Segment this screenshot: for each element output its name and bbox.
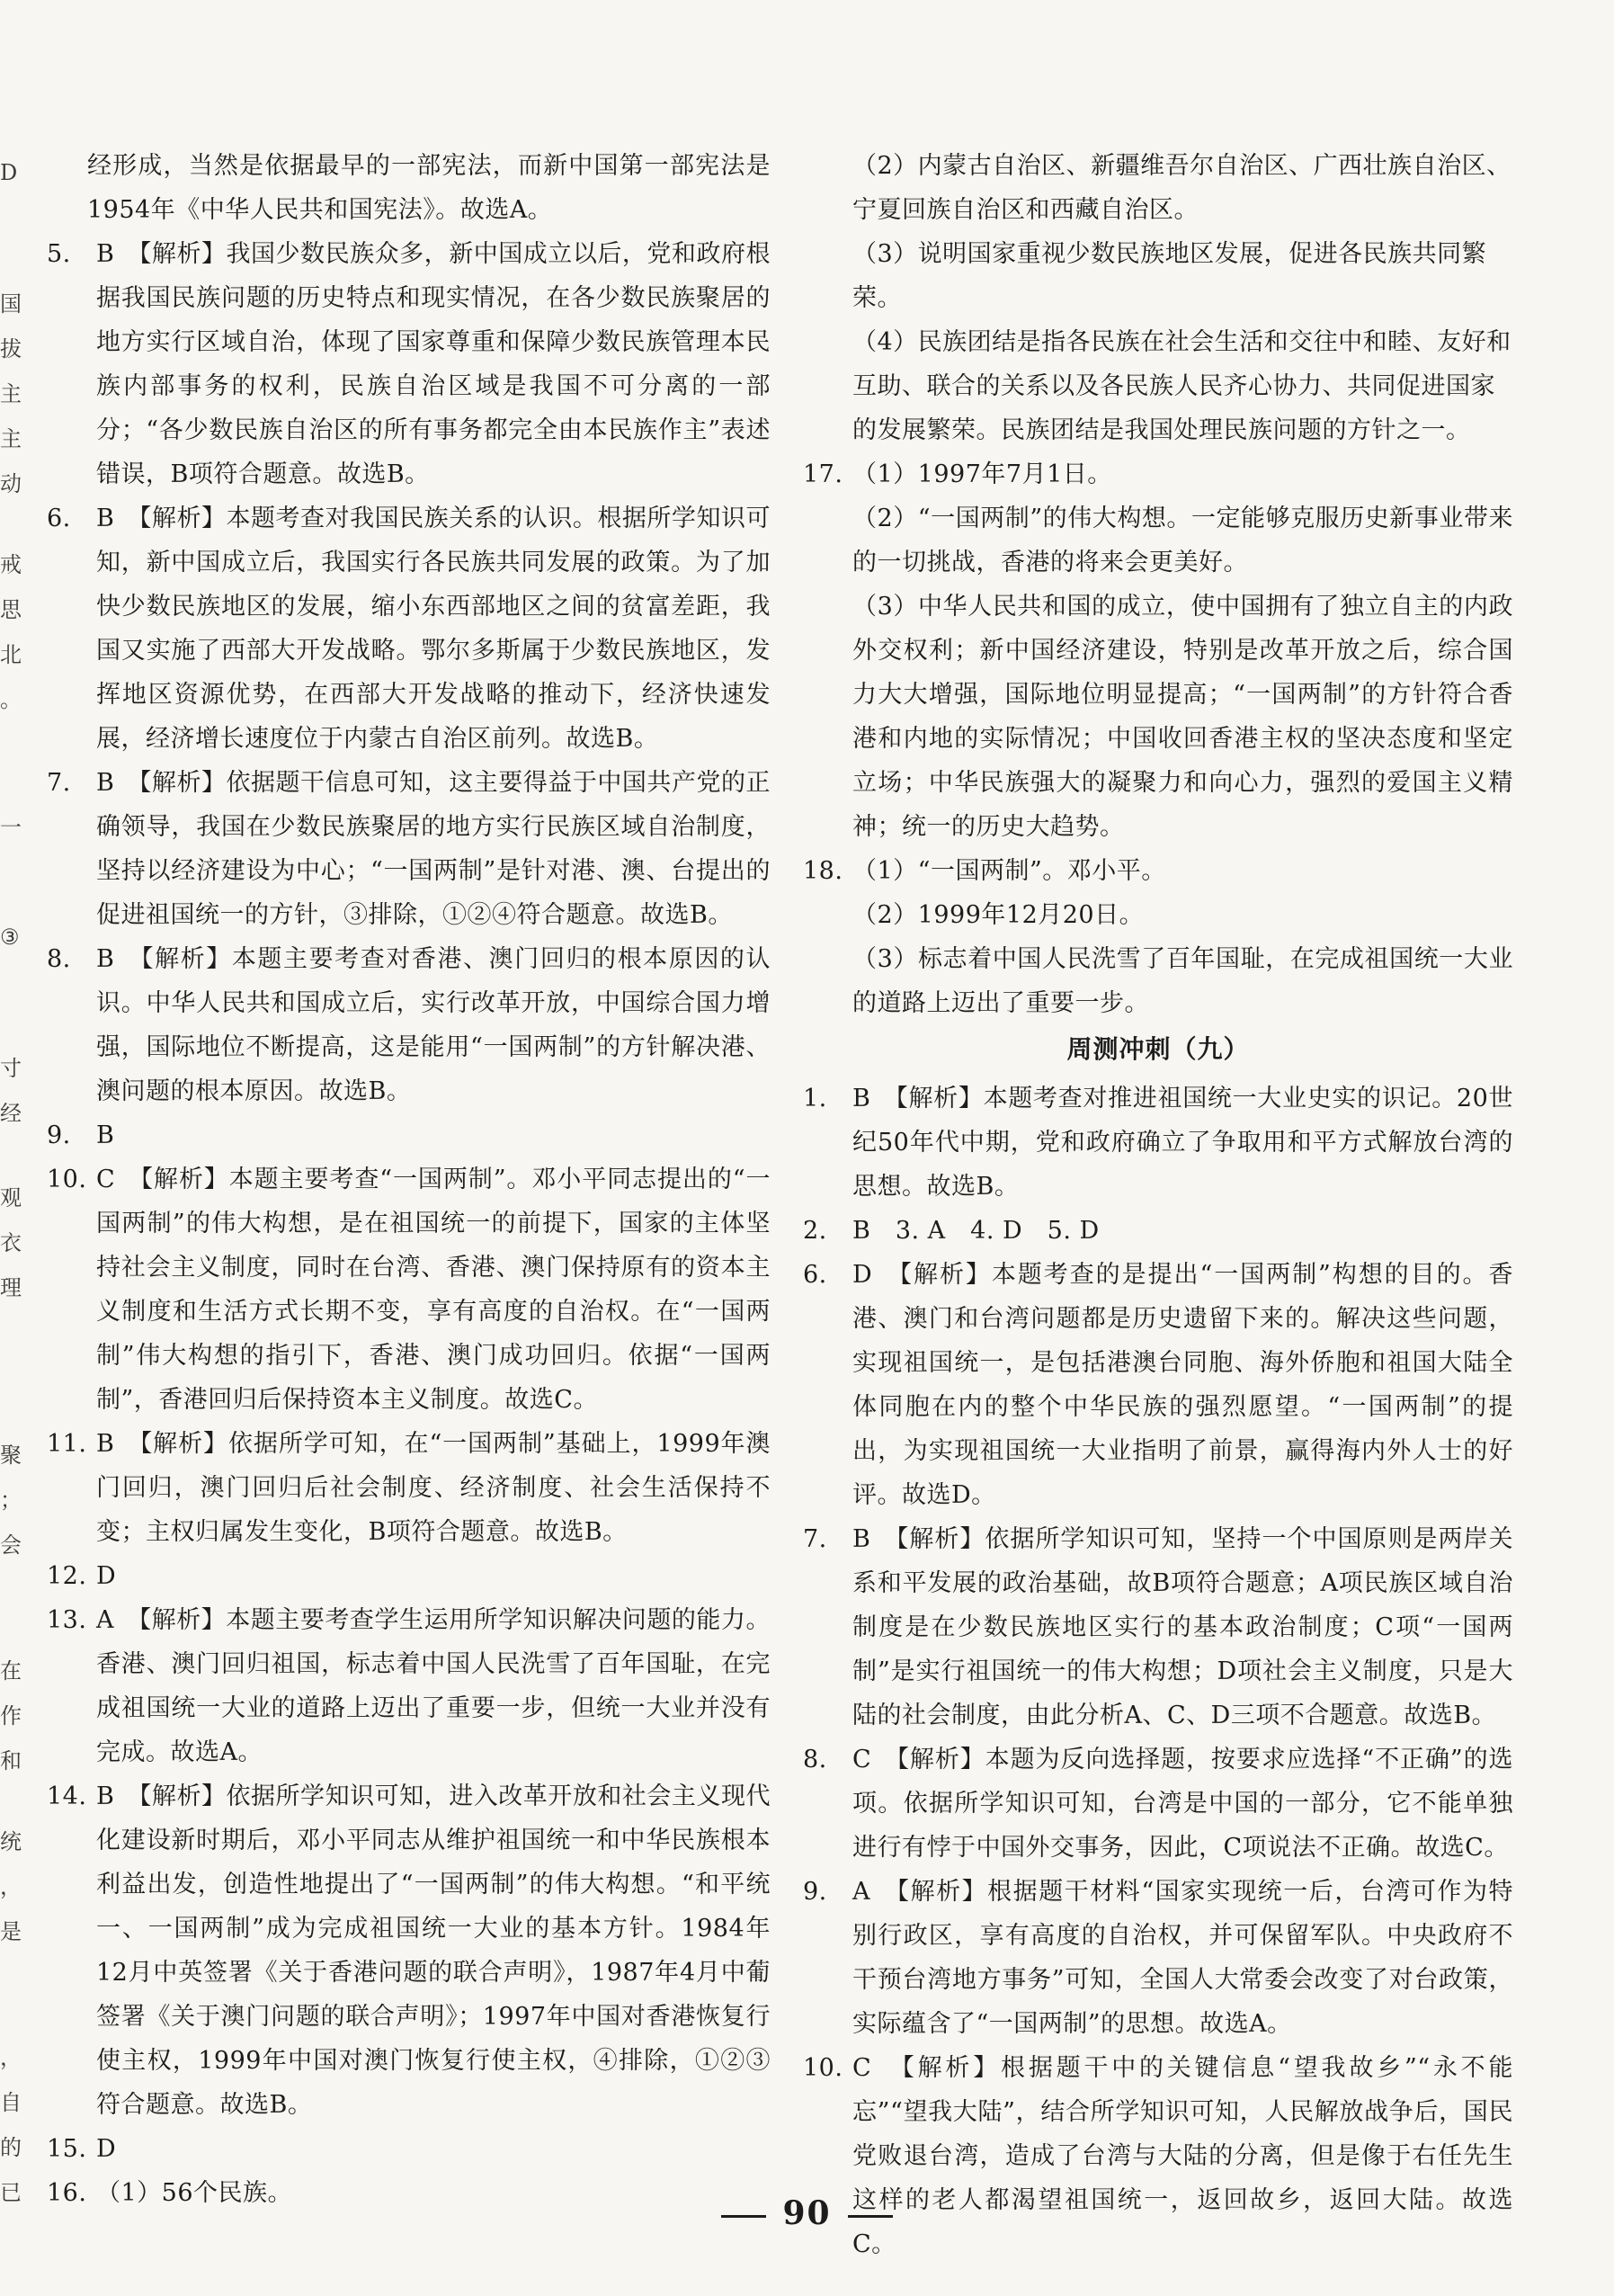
answer-item [47,1113,771,1157]
answer-item [47,761,771,937]
answer-item [47,1774,771,2127]
sub-answer: （3）说明国家重视少数民族地区发展，促进各民族共同繁荣。 [852,240,1487,312]
margin-fragment: 经 [0,1101,22,1126]
answer-item-17 [803,452,1513,849]
intro-continuation: 经形成，当然是依据最早的一部宪法，而新中国第一部宪法是1954年《中华人民共和国宪法》。故选A。 [87,152,771,224]
item-number: 11. [47,1430,87,1458]
margin-fragment: 统 [0,1829,22,1854]
item-text: D [96,2135,117,2163]
answer-item [47,496,771,761]
item-number: 7. [803,1525,827,1553]
margin-fragment: 主 [0,381,22,406]
margin-fragment: 作 [0,1703,22,1729]
item-text: B 【解析】依据题干信息可知，这主要得益于中国共产党的正确领导，我国在少数民族聚居的地方实行民族区域自治制度，坚持以经济建设为中心；“一国两制”是针对港、澳、台提出的促进祖国统一的方针，③排除，①②④符合题意。故选B。 [96,769,771,929]
item-text: B 【解析】本题考查对推进祖国统一大业史实的识记。20世纪50年代中期，党和政府确立了争取用和平方式解放台湾的思想。故选B。 [852,1085,1513,1201]
answer-item [47,1157,771,1422]
sub-answer: （4）民族团结是指各民族在社会生活和交往中和睦、友好和互助、联合的关系以及各民族人民齐心协力、共同促进国家的发展繁荣。民族团结是我国处理民族问题的方针之一。 [852,328,1511,444]
item-text: B 3. A 4. D 5. D [852,1217,1100,1245]
answer-item [47,2127,771,2171]
item-text: （1）56个民族。 [96,2179,293,2207]
item-number: 10. [803,2054,843,2082]
item-number: 5. [47,240,71,268]
sub-answer: （2）内蒙古自治区、新疆维吾尔自治区、广西壮族自治区、宁夏回族自治区和西藏自治区。 [852,152,1511,224]
section-title: 周测冲刺（九） [1066,1034,1250,1064]
item-number: 1. [803,1085,827,1112]
margin-fragment: 一 [0,815,22,840]
margin-fragment: 主 [0,426,22,451]
margin-fragment: 自 [0,2090,22,2115]
margin-fragment: 寸 [0,1056,22,1081]
item-number: 10. [47,1166,87,1193]
left-column [47,144,771,2215]
item-number: 2. [803,1217,827,1245]
margin-fragment: 在 [0,1658,22,1684]
answer-item-18 [803,849,1513,1025]
sub-answer: （1）1997年7月1日。 [852,460,1112,488]
item-text: B 【解析】依据所学知识可知，进入改革开放和社会主义现代化建设新时期后，邓小平同志从维护祖国统一和中华民族根本利益出发，创造性地提出了“一国两制”的伟大构想。“和平统一、一国两制”成为完成祖国统一大业的基本方针。1984年12月中英签署《关于香港问题的联合声明》，1987年4月中葡签署《关于澳门问题的联合声明》；1997年中国对香港恢复行使主权，1999年中国对澳门恢复行使主权，④排除，①②③符合题意。故选B。 [96,1782,771,2119]
item-number: 8. [47,945,71,973]
item-number: 9. [803,1878,827,1906]
margin-fragment: ③ [0,925,20,950]
item-number: 9. [47,1121,71,1149]
dash-left [721,2215,766,2218]
item-number: 18. [803,857,843,885]
answer-item [47,937,771,1113]
margin-fragment: D [0,160,18,185]
item-text: D [96,1562,117,1590]
dash-right [848,2215,893,2218]
margin-fragment: 观 [0,1185,22,1211]
margin-fragment: 是 [0,1919,22,1944]
answer-item [803,1253,1513,1517]
margin-fragment: ， [0,2045,22,2070]
margin-fragment: 的 [0,2135,22,2160]
margin-fragment: 会 [0,1532,22,1558]
item-number: 13. [47,1606,87,1634]
item-number: 14. [47,1782,87,1810]
item-number: 6. [47,505,71,532]
item-text: B 【解析】依据所学知识可知，坚持一个中国原则是两岸关系和平发展的政治基础，故B项符合题意；A项民族区域自治制度是在少数民族地区实行的基本政治制度；C项“一国两制”是实行祖国统一的伟大构想；D项社会主义制度，只是大陆的社会制度，由此分析A、C、D三项不合题意。故选B。 [852,1525,1513,1729]
left-margin-fragments [0,0,20,2296]
q16-continuation [803,144,1513,452]
item-text: B 【解析】我国少数民族众多，新中国成立以后，党和政府根据我国民族问题的历史特点和现实情况，在各少数民族聚居的地方实行区域自治，体现了国家尊重和保障少数民族管理本民族内部事务的权利，民族自治区域是我国不可分离的一部分；“各少数民族自治区的所有事务都完全由本民族作主”表述错误，B项符合题意。故选B。 [96,240,771,488]
answer-item [47,1598,771,1774]
margin-fragment: 动 [0,471,22,496]
answer-item [803,2046,1513,2266]
item-number: 16. [47,2179,87,2207]
sub-answer: （2）“一国两制”的伟大构想。一定能够克服历史新事业带来的一切挑战，香港的将来会更美好。 [852,505,1513,576]
item-text: C 【解析】本题主要考查“一国两制”。邓小平同志提出的“一国两制”的伟大构想，是在祖国统一的前提下，国家的主体坚持社会主义制度，同时在台湾、香港、澳门保持原有的资本主义制度和生活方式长期不变，享有高度的自治权。在“一国两制”伟大构想的指引下，香港、澳门成功回归。依据“一国两制”，香港回归后保持资本主义制度。故选C。 [96,1166,771,1414]
item-text: C 【解析】根据题干中的关键信息“望我故乡”“永不能忘”“望我大陆”，结合所学知识可知，人民解放战争后，国民党败退台湾，造成了台湾与大陆的分离，但是像于右任先生这样的老人都渴望祖国统一，返回故乡，返回大陆。故选C。 [852,2054,1513,2258]
margin-fragment: 衣 [0,1230,22,1255]
margin-fragment: 理 [0,1275,22,1300]
item-text: D 【解析】本题考查的是提出“一国两制”构想的目的。香港、澳门和台湾问题都是历史遗留下来的。解决这些问题，实现祖国统一，是包括港澳台同胞、海外侨胞和祖国大陆全体同胞在内的整个中华民族的强烈愿望。“一国两制”的提出，为实现祖国统一大业指明了前景，赢得海内外人士的好评。故选D。 [852,1261,1513,1509]
margin-fragment: 思 [0,597,22,622]
answer-item [803,1077,1513,1209]
answer-item [47,1554,771,1598]
item-text: A 【解析】根据题干材料“国家实现统一后，台湾可作为特别行政区，享有高度的自治权，并可保留军队。中央政府不干预台湾地方事务”可知，全国人大常委会改变了对台政策，实际蕴含了“一国两制”的思想。故选A。 [852,1878,1513,2038]
margin-fragment: 聚 [0,1443,22,1468]
item-text: B [96,1121,115,1149]
margin-fragment: 。 [0,687,22,712]
page-number-value: 90 [782,2194,832,2232]
margin-fragment: 戒 [0,552,22,577]
answer-item [803,1209,1513,1253]
item-text: C 【解析】本题为反向选择题，按要求应选择“不正确”的选项。依据所学知识可知，台湾是中国的一部分，它不能单独进行有悖于中国外交事务，因此，C项说法不正确。故选C。 [852,1746,1513,1862]
margin-fragment: 拔 [0,336,22,362]
margin-fragment: ， [0,1874,22,1899]
sub-answer: （3）标志着中国人民洗雪了百年国耻，在完成祖国统一大业的道路上迈出了重要一步。 [852,945,1513,1017]
page-number [0,2194,1614,2232]
right-column [803,144,1513,2266]
margin-fragment: 已 [0,2180,22,2205]
item-number: 17. [803,460,843,488]
answer-item [47,232,771,496]
margin-fragment: 北 [0,642,22,667]
sub-answer: （2）1999年12月20日。 [852,901,1145,929]
item-text: A 【解析】本题主要考查学生运用所学知识解决问题的能力。香港、澳门回归祖国，标志着中国人民洗雪了百年国耻，在完成祖国统一大业的道路上迈出了重要一步，但统一大业并没有完成。故选A。 [96,1606,771,1766]
margin-fragment: 国 [0,291,22,317]
item-number: 7. [47,769,71,797]
answer-item [803,1738,1513,1870]
answer-item [803,1870,1513,2046]
item-text: B 【解析】本题考查对我国民族关系的认识。根据所学知识可知，新中国成立后，我国实行各民族共同发展的政策。为了加快少数民族地区的发展，缩小东西部地区之间的贫富差距，我国又实施了西部大开发战略。鄂尔多斯属于少数民族地区，发挥地区资源优势，在西部大开发战略的推动下，经济快速发展，经济增长速度位于内蒙古自治区前列。故选B。 [96,505,771,753]
item-number: 12. [47,1562,87,1590]
item-number: 15. [47,2135,87,2163]
answer-item [803,1517,1513,1738]
item-text: B 【解析】依据所学可知，在“一国两制”基础上，1999年澳门回归，澳门回归后社会制度、经济制度、社会生活保持不变；主权归属发生变化，B项符合题意。故选B。 [96,1430,771,1546]
item-text: B 【解析】本题主要考查对香港、澳门回归的根本原因的认识。中华人民共和国成立后，实行改革开放，中国综合国力增强，国际地位不断提高，这是能用“一国两制”的方针解决港、澳问题的根本原因。故选B。 [96,945,771,1105]
item-number: 6. [803,1261,827,1289]
item-number: 8. [803,1746,827,1773]
margin-fragment: ； [0,1487,22,1513]
sub-answer: （1）“一国两制”。邓小平。 [852,857,1166,885]
margin-fragment: 和 [0,1748,22,1773]
answer-item [47,1422,771,1554]
sub-answer: （3）中华人民共和国的成立，使中国拥有了独立自主的内政外交权利；新中国经济建设，特别是改革开放之后，综合国力大大增强，国际地位明显提高；“一国两制”的方针符合香港和内地的实际情况；中国收回香港主权的坚决态度和坚定立场；中华民族强大的凝聚力和向心力，强烈的爱国主义精神；统一的历史大趋势。 [852,593,1513,841]
